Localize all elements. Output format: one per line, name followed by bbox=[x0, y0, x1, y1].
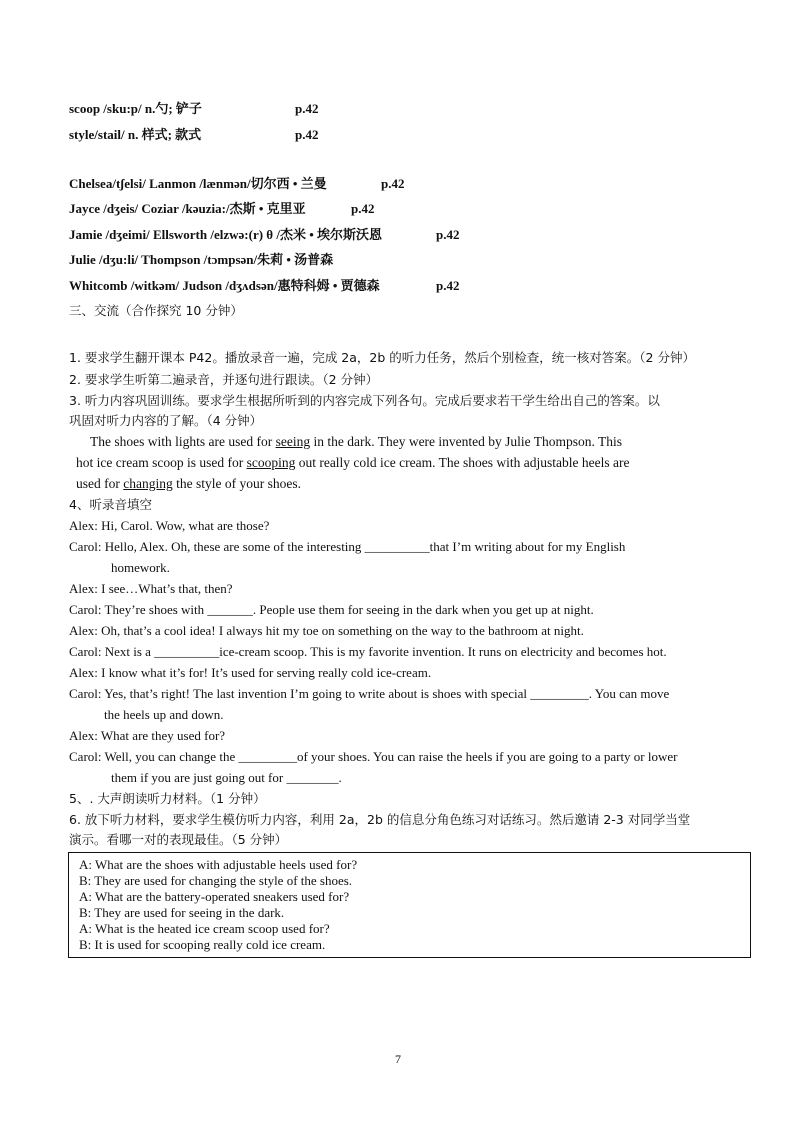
step-3: 3. 听力内容巩固训练。要求学生根据所听到的内容完成下列各句。完成后要求若干学生给出自己的答案。以 bbox=[69, 393, 660, 408]
name-item: Julie /dʒu:li/ Thompson /tɔmpsən/朱莉 • 汤普森 bbox=[69, 252, 334, 267]
answer-underlined: seeing bbox=[275, 434, 311, 449]
dialogue-line: Carol: Well, you can change the _________of your shoes. You can raise the heels if you are going to a party or lower bbox=[69, 749, 678, 764]
box-line: B: It is used for scooping really cold ice cream. bbox=[79, 937, 326, 952]
fill-sentence bbox=[76, 455, 629, 471]
answer-underlined: scooping bbox=[246, 455, 296, 470]
step-3-cont: 巩固对听力内容的了解。（4 分钟） bbox=[69, 413, 263, 428]
fill-sentence bbox=[90, 434, 622, 450]
vocab-page-ref: p.42 bbox=[295, 101, 319, 116]
fill-sentence bbox=[76, 476, 301, 492]
name-page-ref: p.42 bbox=[436, 278, 460, 293]
dialogue-line: the heels up and down. bbox=[104, 707, 224, 722]
sentence-text: in the dark. They were invented by Julie Thompson. This bbox=[310, 434, 623, 449]
box-line: A: What are the battery-operated sneakers used for? bbox=[79, 889, 350, 904]
vocab-text: style/stail/ n. 样式; 款式 bbox=[69, 127, 202, 142]
dialogue-line: Carol: Yes, that’s right! The last invention I’m going to write about is shoes with special _________. You can move bbox=[69, 686, 670, 701]
step-2: 2. 要求学生听第二遍录音，并逐句进行跟读。（2 分钟） bbox=[69, 372, 379, 387]
dialogue-line: Alex: I see…What’s that, then? bbox=[69, 581, 233, 596]
sentence-text: hot ice cream scoop is used for bbox=[76, 455, 247, 470]
step-6: 6. 放下听力材料，要求学生模仿听力内容，利用 2a，2b 的信息分角色练习对话练习。然后邀请 2-3 对同学当堂 bbox=[69, 812, 691, 827]
sentence-text: out really cold ice cream. The shoes with adjustable heels are bbox=[295, 455, 630, 470]
box-line: B: They are used for changing the style of the shoes. bbox=[79, 873, 353, 888]
vocab-item bbox=[69, 127, 201, 143]
name-page-ref: p.42 bbox=[351, 201, 375, 216]
dialogue-line: Carol: They’re shoes with _______. People use them for seeing in the dark when you get up at night. bbox=[69, 602, 594, 617]
dialogue-line: Alex: Oh, that’s a cool idea! I always hit my toe on something on the way to the bathroom at night. bbox=[69, 623, 584, 638]
practice-dialogue-box bbox=[68, 852, 751, 958]
name-page-ref: p.42 bbox=[436, 227, 460, 242]
section-heading: 三、交流（合作探究 10 分钟） bbox=[69, 303, 243, 318]
name-item: Jayce /dʒeis/ Coziar /kəuzia:/杰斯 • 克里亚 bbox=[69, 201, 306, 216]
dialogue-line: Alex: I know what it’s for! It’s used for serving really cold ice-cream. bbox=[69, 665, 432, 680]
dialogue-line: them if you are just going out for ________. bbox=[111, 770, 342, 785]
sentence-text: used for bbox=[76, 476, 124, 491]
step-1: 1. 要求学生翻开课本 P42。播放录音一遍，完成 2a，2b 的听力任务，然后个别检查，统一核对答案。（2 分钟） bbox=[69, 350, 695, 365]
vocab-page-ref: p.42 bbox=[295, 127, 319, 142]
box-line: A: What are the shoes with adjustable heels used for? bbox=[79, 857, 358, 872]
dialogue-line: homework. bbox=[111, 560, 170, 575]
step-6-cont: 演示。看哪一对的表现最佳。（5 分钟） bbox=[69, 832, 288, 847]
sentence-text: The shoes with lights are used for bbox=[90, 434, 276, 449]
name-item: Chelsea/tʃelsi/ Lanmon /lænmən/切尔西 • 兰曼 bbox=[69, 176, 327, 191]
box-line: A: What is the heated ice cream scoop used for? bbox=[79, 921, 330, 936]
answer-underlined: changing bbox=[123, 476, 173, 491]
step-5: 5、. 大声朗读听力材料。（1 分钟） bbox=[69, 791, 266, 806]
name-item: Jamie /dʒeimi/ Ellsworth /elzwə:(r) θ /杰米 • 埃尔斯沃恩 bbox=[69, 227, 382, 242]
box-line: B: They are used for seeing in the dark. bbox=[79, 905, 285, 920]
vocab-item bbox=[69, 101, 202, 117]
page-number: 7 bbox=[395, 1052, 401, 1066]
step-4: 4、听录音填空 bbox=[69, 497, 152, 512]
sentence-text: the style of your shoes. bbox=[172, 476, 301, 491]
dialogue-line: Alex: Hi, Carol. Wow, what are those? bbox=[69, 518, 270, 533]
dialogue-line: Carol: Hello, Alex. Oh, these are some of the interesting __________that I’m writing about for my English bbox=[69, 539, 626, 554]
name-item: Whitcomb /witkəm/ Judson /dʒʌdsən/惠特科姆 • 贾德森 bbox=[69, 278, 380, 293]
dialogue-line: Carol: Next is a __________ice-cream scoop. This is my favorite invention. It runs on electricity and becomes hot. bbox=[69, 644, 667, 659]
name-page-ref: p.42 bbox=[381, 176, 405, 191]
vocab-text: scoop /sku:p/ n.勺; 铲子 bbox=[69, 101, 202, 116]
dialogue-line: Alex: What are they used for? bbox=[69, 728, 226, 743]
